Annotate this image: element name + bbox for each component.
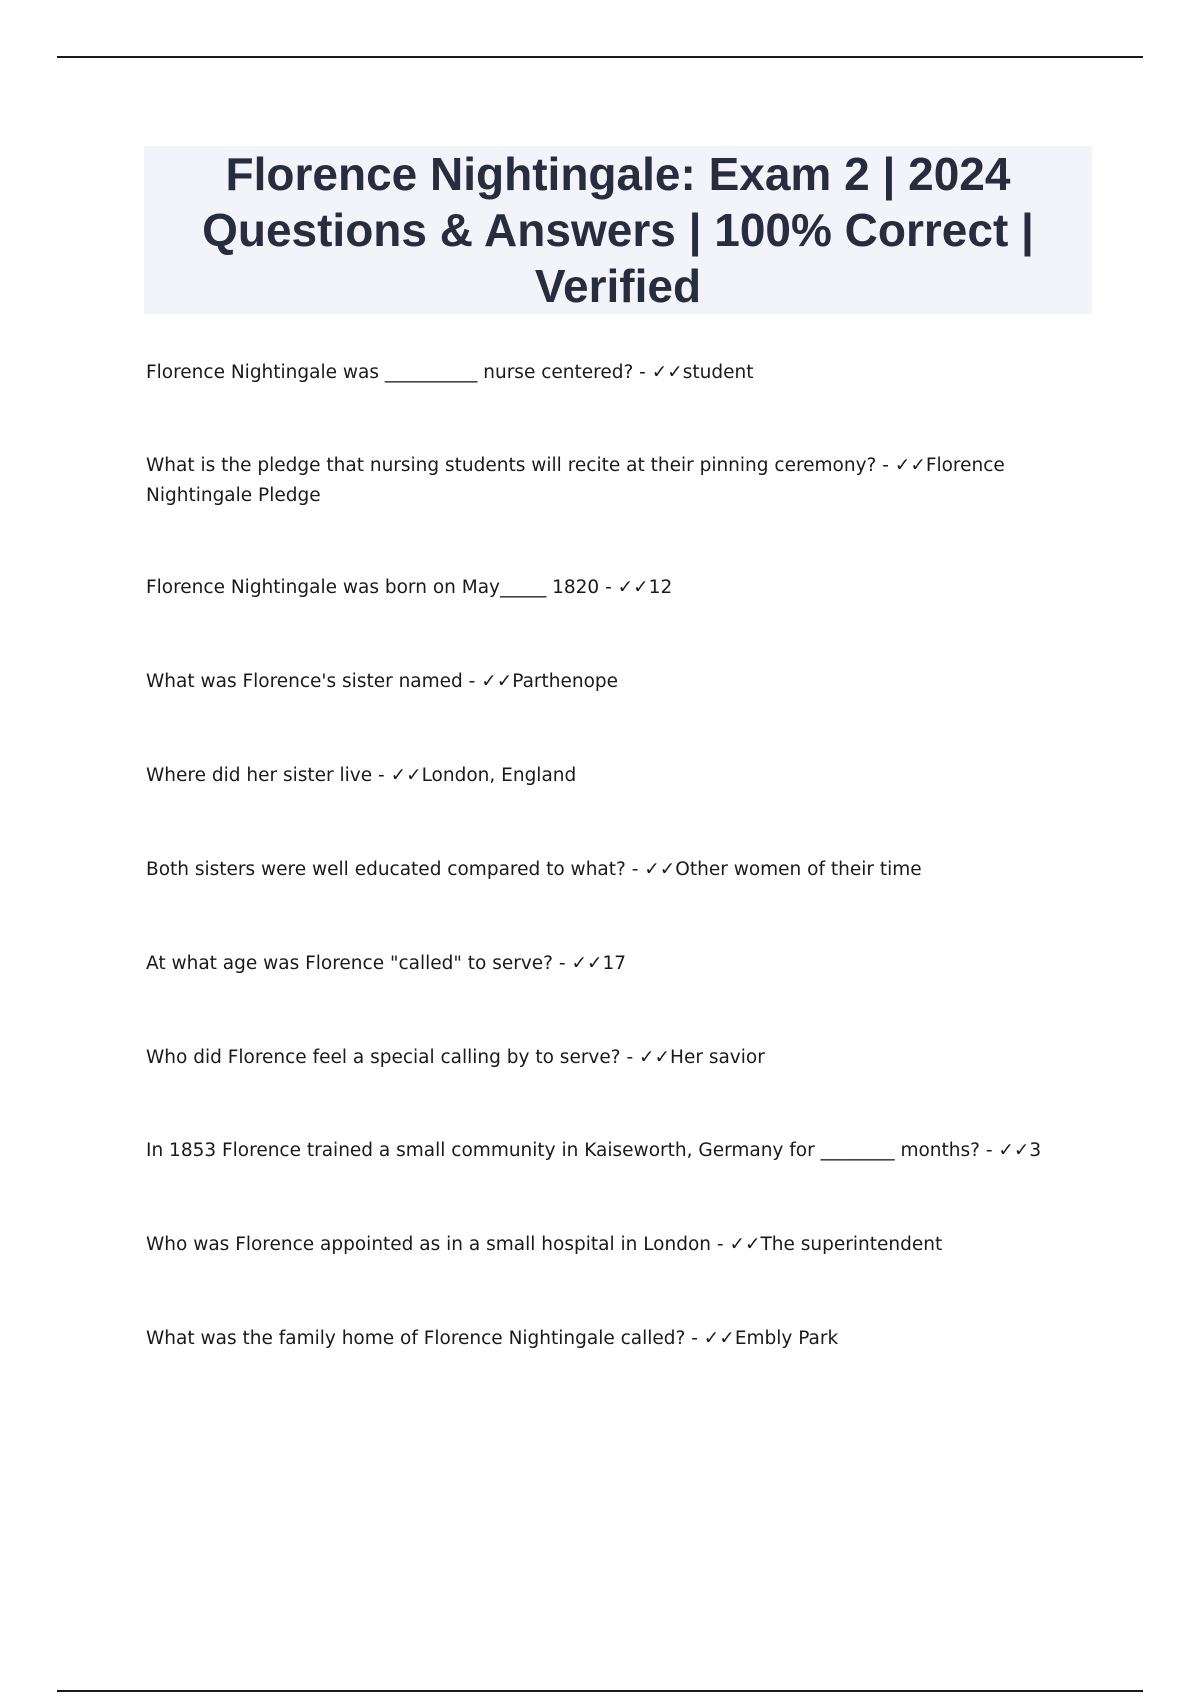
question-text: Both sisters were well educated compared to what? <box>146 859 626 880</box>
check-icon: ✓✓ <box>390 765 422 786</box>
check-icon: ✓✓ <box>644 859 676 880</box>
qa-item <box>146 358 1096 388</box>
check-icon: ✓✓ <box>894 455 926 476</box>
separator: - <box>633 362 652 383</box>
qa-item <box>146 949 1096 979</box>
qa-item <box>146 761 1096 791</box>
qa-item <box>146 1043 1096 1073</box>
question-text: What was Florence's sister named <box>146 671 463 692</box>
separator: - <box>620 1047 640 1068</box>
bottom-rule <box>57 1690 1143 1692</box>
check-icon: ✓✓ <box>651 362 683 383</box>
question-text: At what age was Florence "called" to serve? <box>146 953 553 974</box>
check-icon: ✓✓ <box>729 1234 761 1255</box>
separator: - <box>462 671 482 692</box>
check-icon: ✓✓ <box>998 1140 1030 1161</box>
qa-item <box>146 855 1096 885</box>
separator: - <box>685 1328 704 1349</box>
check-icon: ✓✓ <box>617 577 649 598</box>
separator: - <box>599 577 618 598</box>
question-text: Florence Nightingale was born on May_____ 1820 <box>146 577 600 598</box>
answer-text: Her savior <box>670 1047 765 1068</box>
separator: - <box>553 953 572 974</box>
answer-text: 17 <box>602 953 626 974</box>
answer-text: Florence Nightingale Pledge <box>146 455 1005 506</box>
check-icon: ✓✓ <box>639 1047 671 1068</box>
separator: - <box>625 859 645 880</box>
separator: - <box>711 1234 730 1255</box>
answer-text: Embly Park <box>734 1328 839 1349</box>
question-text: Florence Nightingale was __________ nurse centered? <box>146 362 634 383</box>
question-text: Who did Florence feel a special calling by to serve? <box>146 1047 621 1068</box>
separator: - <box>372 765 391 786</box>
qa-item <box>146 1324 1096 1354</box>
question-text: What was the family home of Florence Nightingale called? <box>146 1328 686 1349</box>
answer-text: The superintendent <box>760 1234 943 1255</box>
qa-item <box>146 1136 1096 1166</box>
title-banner <box>144 146 1092 314</box>
question-text: Where did her sister live <box>146 765 373 786</box>
qa-item <box>146 573 1096 603</box>
check-icon: ✓✓ <box>571 953 603 974</box>
answer-text: London, England <box>421 765 577 786</box>
check-icon: ✓✓ <box>481 671 513 692</box>
document-title: Florence Nightingale: Exam 2 | 2024 Questions & Answers | 100% Correct | Verified <box>202 148 1034 312</box>
answer-text: 12 <box>648 577 673 598</box>
question-text: In 1853 Florence trained a small community in Kaiseworth, Germany for ________ months? <box>146 1140 980 1161</box>
answer-text: 3 <box>1029 1140 1042 1161</box>
answer-text: student <box>682 362 754 383</box>
check-icon: ✓✓ <box>703 1328 735 1349</box>
qa-item <box>146 667 1096 697</box>
qa-item <box>146 451 1096 511</box>
question-text: Who was Florence appointed as in a small hospital in London <box>146 1234 712 1255</box>
qa-item <box>146 1230 1096 1260</box>
answer-text: Parthenope <box>512 671 619 692</box>
top-rule <box>57 56 1143 58</box>
separator: - <box>876 455 895 476</box>
answer-text: Other women of their time <box>675 859 922 880</box>
question-text: What is the pledge that nursing students will recite at their pinning ceremony? <box>146 455 877 476</box>
separator: - <box>979 1140 999 1161</box>
